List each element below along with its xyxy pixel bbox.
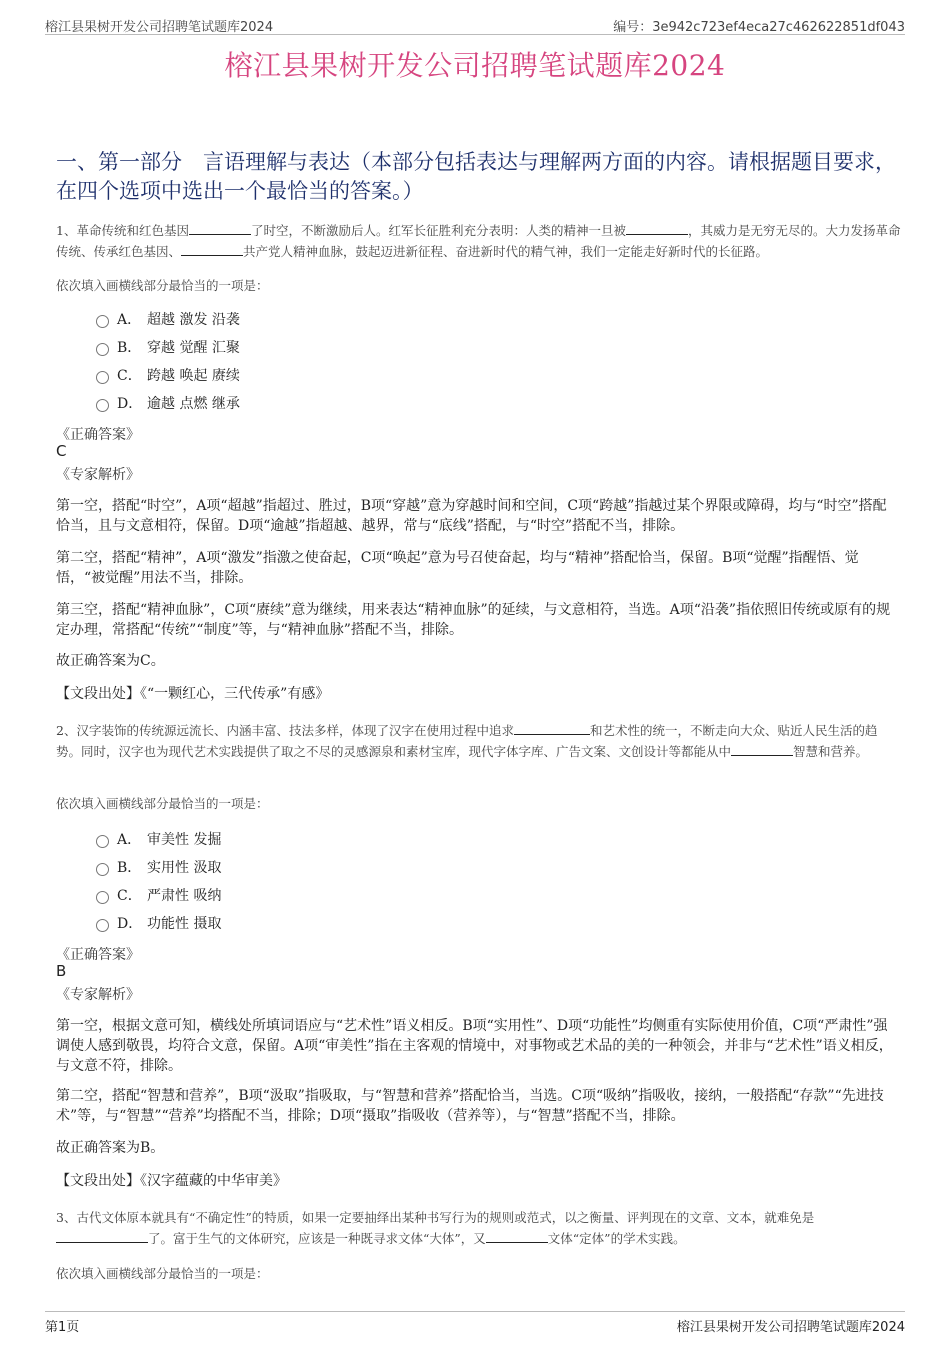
blank-line — [731, 743, 793, 756]
q1-answer: C — [56, 442, 67, 460]
question-3-stem — [56, 1207, 901, 1249]
q1-analysis-2: 第二空，搭配“精神”，A项“激发”指激之使奋起，C项“唤起”意为号召使奋起，均与“精神”搭配恰当，保留。B项“觉醒”指醒悟、觉悟，“被觉醒”用法不当，排除。 — [56, 550, 859, 586]
page-footer — [45, 1311, 905, 1335]
radio-button[interactable] — [96, 343, 109, 356]
q1-prompt: 依次填入画横线部分最恰当的一项是： — [56, 278, 269, 293]
q3-prompt: 依次填入画横线部分最恰当的一项是： — [56, 1266, 269, 1281]
blank-line — [486, 1230, 548, 1243]
radio-button[interactable] — [96, 399, 109, 412]
q2-text-1: 2、汉字装饰的传统源远流长、内涵丰富、技法多样，体现了汉字在使用过程中追求 — [56, 723, 514, 738]
q3-text-2: 了。富于生气的文体研究，应该是一种既寻求文体“大体”，又 — [148, 1231, 486, 1246]
q2-correct-label: 《正确答案》 — [56, 947, 140, 963]
q1-option-b[interactable]: B． 穿越 觉醒 汇聚 — [96, 338, 240, 358]
blank-line — [626, 222, 688, 235]
section-title: 一、第一部分 言语理解与表达（本部分包括表达与理解两方面的内容。请根据题目要求，在四个选项中选出一个最恰当的答案。） — [56, 150, 896, 203]
blank-line — [514, 722, 590, 735]
radio-button[interactable] — [96, 919, 109, 932]
blank-line — [56, 1230, 148, 1243]
q3-text-1: 3、古代文体原本就具有“不确定性”的特质，如果一定要抽绎出某种书写行为的规则或范式，以之衡量、评判现在的文章、文本，就难免是 — [56, 1210, 815, 1225]
page-number: 第1页 — [45, 1320, 80, 1335]
q1-text-1: 1、革命传统和红色基因 — [56, 223, 189, 238]
question-2-stem — [56, 720, 901, 762]
q1-correct-label: 《正确答案》 — [56, 427, 140, 443]
q2-prompt: 依次填入画横线部分最恰当的一项是： — [56, 796, 269, 811]
q3-text-3: 文体“定体”的学术实践。 — [547, 1231, 686, 1246]
q2-text-2: 和艺术性的统一，不断走向大众、贴近人民生活的趋势。同时，汉字也为现代艺术实践提供了取之不尽的灵感源泉和素材宝库，现代字体字库、广告文案、文创设计等都能从中 — [56, 723, 878, 759]
radio-button[interactable] — [96, 863, 109, 876]
q2-option-c[interactable]: C． 严肃性 吸纳 — [96, 886, 221, 906]
q2-analysis-label: 《专家解析》 — [56, 987, 140, 1003]
q2-answer: B — [56, 962, 67, 980]
q1-analysis-conclusion: 故正确答案为C。 — [56, 653, 165, 669]
q1-text-3: ，其威力是无穷无尽的。大力发扬革命传统、传承红色基因、 — [56, 223, 901, 259]
q1-text-2: 了时空，不断激励后人。红军长征胜利充分表明：人类的精神一旦被 — [250, 223, 626, 238]
q1-analysis-1: 第一空，搭配“时空”，A项“超越”指超过、胜过，B项“穿越”意为穿越时间和空间，C项“跨越”指越过某个界限或障碍，均与“时空”搭配恰当，且与文意相符，保留。D项“逾越”指超越、越界，常与“底线”搭配，与“时空”搭配不当，排除。 — [56, 498, 887, 534]
q1-option-a[interactable]: A． 超越 激发 沿袭 — [96, 310, 240, 330]
page-title: 榕江县果树开发公司招聘笔试题库2024 — [224, 49, 726, 82]
blank-line — [189, 222, 251, 235]
q1-option-c[interactable]: C． 跨越 唤起 赓续 — [96, 366, 240, 386]
q2-analysis-conclusion: 故正确答案为B。 — [56, 1140, 165, 1156]
q1-option-d[interactable]: D． 逾越 点燃 继承 — [96, 394, 240, 414]
radio-button[interactable] — [96, 835, 109, 848]
footer-doc-title: 榕江县果树开发公司招聘笔试题库2024 — [676, 1320, 905, 1335]
radio-button[interactable] — [96, 315, 109, 328]
radio-button[interactable] — [96, 371, 109, 384]
q1-text-4: 共产党人精神血脉，鼓起迈进新征程、奋进新时代的精气神，我们一定能走好新时代的长征路。 — [243, 244, 769, 259]
q2-option-d[interactable]: D． 功能性 摄取 — [96, 914, 221, 934]
question-1-stem — [56, 220, 901, 262]
q2-analysis-1: 第一空，根据文意可知，横线处所填词语应与“艺术性”语义相反。B项“实用性”、D项“功能性”均侧重有实际使用价值，C项“严肃性”强调使人感到敬畏，均符合文意，保留。A项“审美性”指在主客观的情境中，对事物或艺术品的美的一种领会，并非与“艺术性”语义相反，与文意不符，排除。 — [56, 1018, 893, 1074]
q2-option-a[interactable]: A． 审美性 发掘 — [96, 830, 221, 850]
header-doc-code: 编号：3e942c723ef4eca27c462622851df043 — [613, 20, 905, 35]
q2-analysis-2: 第二空，搭配“智慧和营养”，B项“汲取”指吸取，与“智慧和营养”搭配恰当，当选。C项“吸纳”指吸收，接纳，一般搭配“存款”“先进技术”等，与“智慧”“营养”均搭配不当，排除；D项“摄取”指吸收（营养等），与“智慧”搭配不当，排除。 — [56, 1088, 884, 1124]
page-header — [45, 14, 905, 35]
q2-text-3: 智慧和营养。 — [793, 744, 869, 759]
q1-analysis-label: 《专家解析》 — [56, 467, 140, 483]
q1-analysis-3: 第三空，搭配“精神血脉”，C项“赓续”意为继续，用来表达“精神血脉”的延续，与文意相符，当选。A项“沿袭”指依照旧传统或原有的规定办理，常搭配“传统”“制度”等，与“精神血脉”搭配不当，排除。 — [56, 602, 891, 638]
q2-source: 【文段出处】《汉字蕴藏的中华审美》 — [56, 1173, 287, 1189]
blank-line — [181, 243, 243, 256]
q2-option-b[interactable]: B． 实用性 汲取 — [96, 858, 221, 878]
radio-button[interactable] — [96, 891, 109, 904]
q1-source: 【文段出处】《“一颗红心，三代传承”有感》 — [56, 686, 330, 702]
header-doc-title: 榕江县果树开发公司招聘笔试题库2024 — [45, 20, 274, 35]
